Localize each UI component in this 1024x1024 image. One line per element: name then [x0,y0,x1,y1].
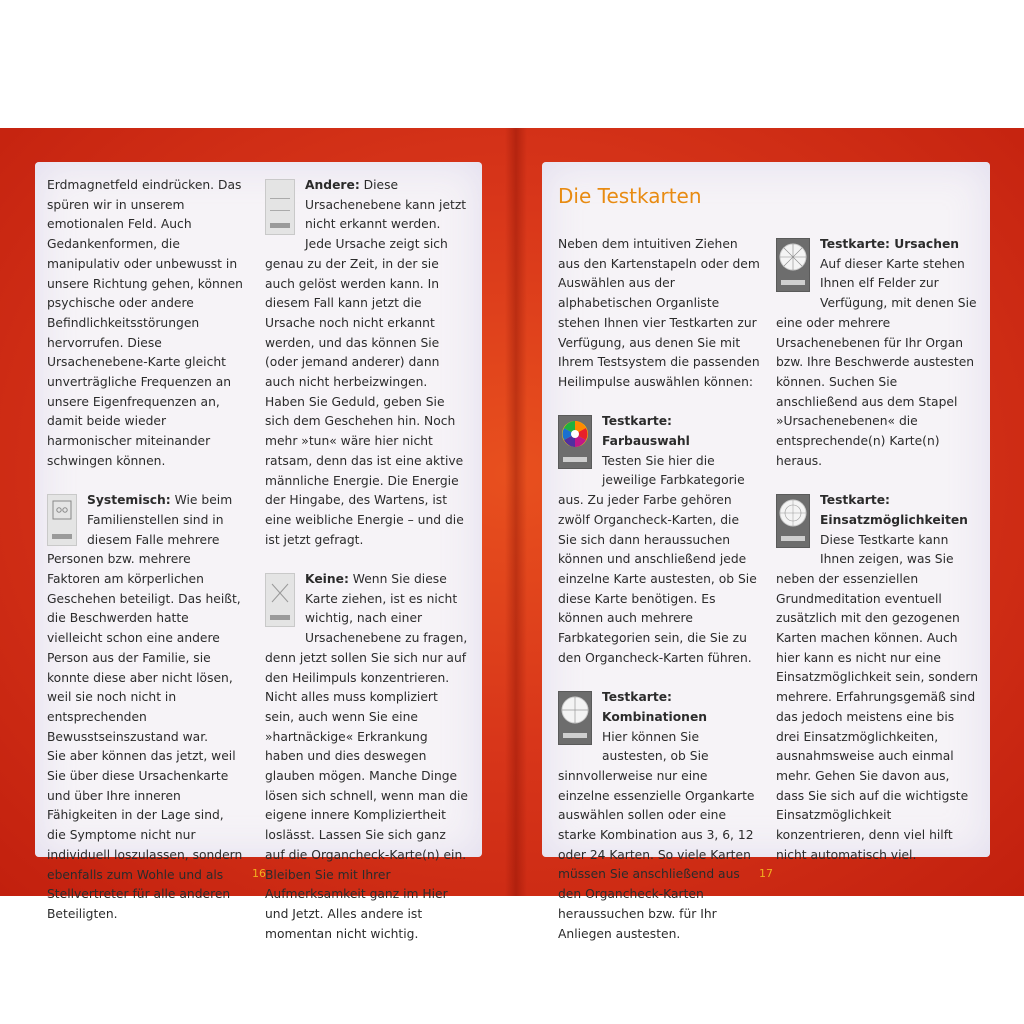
kombinationen-text: Hier können Sie austesten, ob Sie sinnvollerweise nur eine einzelne essenzielle Organkarte auswählen sollen oder eine starke Kombination aus 3, 6, 12 oder 24 Karten. So viele Karten müssen Sie anschließend aus den Organcheck-Karten heraussuchen bzw. für Ihr Anliegen austesten. [558,729,755,941]
kombinationen-heading: Testkarte: Kombinationen [602,690,708,724]
systemisch-text: Wie beim Familienstellen sind in diesem Falle mehrere Personen bzw. mehrere Faktoren am körperlichen Geschehen beteiligt. Das heißt, die Beschwerden hatte vielleicht schon eine andere Person aus der Familie, sie konnte diese aber nicht lösen, weil sie noch nicht in entsprechenden Bewusstseinszustand war. [47,493,241,744]
ursachen-card-image [776,238,810,292]
keine-card-image [265,573,295,627]
keine-text: Wenn Sie diese Karte ziehen, ist es nicht wichtig, nach einer Ursachenebene zu fragen, denn jetzt sollen Sie sich nur auf den Heilimpuls konzentrieren. Nicht alles muss kompliziert sein, auch wenn Sie eine »hartnäckige« Erkrankung haben und dies deswegen glauben mögen. Manche Dinge lösen sich schnell, wenn man die eigene innere Kompliziertheit loslässt. Lassen Sie sich ganz auf die Organcheck-Karte(n) ein. Bleiben Sie mit Ihrer Aufmerksamkeit ganz im Hier und Jetzt. Alles andere ist momentan nicht wichtig. [265,572,468,941]
color-wheel-icon [559,418,591,452]
kombinationen-section [558,688,760,944]
combination-dial-icon [559,694,591,728]
keine-heading: Keine: [305,572,349,587]
kombinationen-card-image [558,691,592,745]
right-column-2 [776,235,979,865]
systemisch-card-image [47,494,77,546]
page-number-right: 17 [759,867,773,880]
farbauswahl-section [558,412,760,668]
paragraph: Sie aber können das jetzt, weil Sie über diese Ursachenkarte und über Ihre inneren Fähigkeiten in der Lage sind, die Symptome nicht nur individuell loszulassen, sondern ebenfalls zum Wohle und als Stellvertreter für alle anderen Beteiligten. [47,749,243,921]
causes-dial-icon [777,241,809,275]
cross-icon [266,580,294,610]
ursachen-heading: Testkarte: Ursachen [820,237,960,251]
ursachen-section [776,235,979,471]
ursachen-text: Auf dieser Karte stehen Ihnen elf Felder zur Verfügung, mit denen Sie eine oder mehrere Ursachenebenen für Ihr Organ bzw. Ihre Beschwerde austesten können. Suchen Sie anschließend aus dem Stapel »Ursachenebenen« die entsprechende(n) Karte(n) heraus. [776,256,977,468]
einsatz-card-image [776,494,810,548]
farbauswahl-heading: Testkarte: Farbauswahl [602,414,690,449]
page-title: Die Testkarten [558,184,702,208]
andere-text: Diese Ursachenebene kann jetzt nicht erkannt werden. Jede Ursache zeigt sich genau zu der Zeit, in der sie auch gelöst werden kann. In diesem Fall kann jetzt die Ursache noch nicht erkannt werden, und das können Sie (oder jemand anderer) dann auch nicht herbeizwingen. Haben Sie Geduld, geben Sie sich dem Geschehen hin. Noch mehr »tun« wäre hier nicht ratsam, denn das ist eine aktive männliche Energie. Die Energie der Hingabe, des Wartens, ist eine weibliche Energie – und die ist jetzt gefragt. [265,178,467,547]
farbauswahl-text: Testen Sie hier die jeweilige Farbkategorie aus. Zu jeder Farbe gehören zwölf Organcheck-Karten, die Sie sich dann heraussuchen können und anschließend jede einzelne Karte austesten, ob Sie diese Karte benötigen. Es können auch mehrere Farbkategorien sein, die Sie zu den Organcheck-Karten führen. [558,453,757,665]
systemisch-section [47,491,246,747]
family-constellation-icon [48,497,76,537]
paragraph: Erdmagnetfeld eindrücken. Das spüren wir in unserem emotionalen Feld. Auch Gedankenformen, die manipulativ oder unbewusst in unsere Richtung gehen, können psychische oder andere Befindlichkeitsstörungen hervorrufen. Diese Ursachenebene-Karte gleicht unverträgliche Frequenzen an unsere Eigenfrequenzen an, damit beide wieder harmonischer miteinander schwingen können. [47,178,243,468]
intro-paragraph: Neben dem intuitiven Ziehen aus den Kartenstapeln oder dem Auswählen aus der alphabetischen Organliste stehen Ihnen vier Testkarten zur Verfügung, aus denen Sie mit Ihrem Testsystem die passenden Heilimpulse auswählen können: [558,237,760,389]
usage-dial-icon [777,497,809,531]
left-column-1 [47,176,246,925]
einsatz-section [776,491,979,865]
systemisch-heading: Systemisch: [87,493,171,508]
andere-card-image [265,179,295,235]
einsatz-heading: Testkarte: Einsatzmöglichkeiten [820,493,968,527]
keine-section [265,570,468,944]
left-column-2 [265,176,468,944]
einsatz-text: Diese Testkarte kann Ihnen zeigen, was Sie neben der essenziellen Grundmeditation eventuell zusätzlich mit den gezogenen Karten machen können. Auch hier kann es nicht nur eine Einsatzmöglichkeit sein, sondern mehrere. Erfahrungsgemäß sind das jedoch meistens eine bis drei Einsatzmöglichkeiten, ausnahmsweise auch einmal mehr. Gehen Sie davon aus, dass Sie sich auf die wichtigste Einsatzmöglichkeit konzentrieren, denn viel hilft nicht automatisch viel. [776,532,979,862]
andere-section [265,176,468,550]
andere-heading: Andere: [305,178,360,192]
right-column-1 [558,235,760,944]
farbauswahl-card-image [558,415,592,469]
page-number-left: 16 [252,867,266,880]
